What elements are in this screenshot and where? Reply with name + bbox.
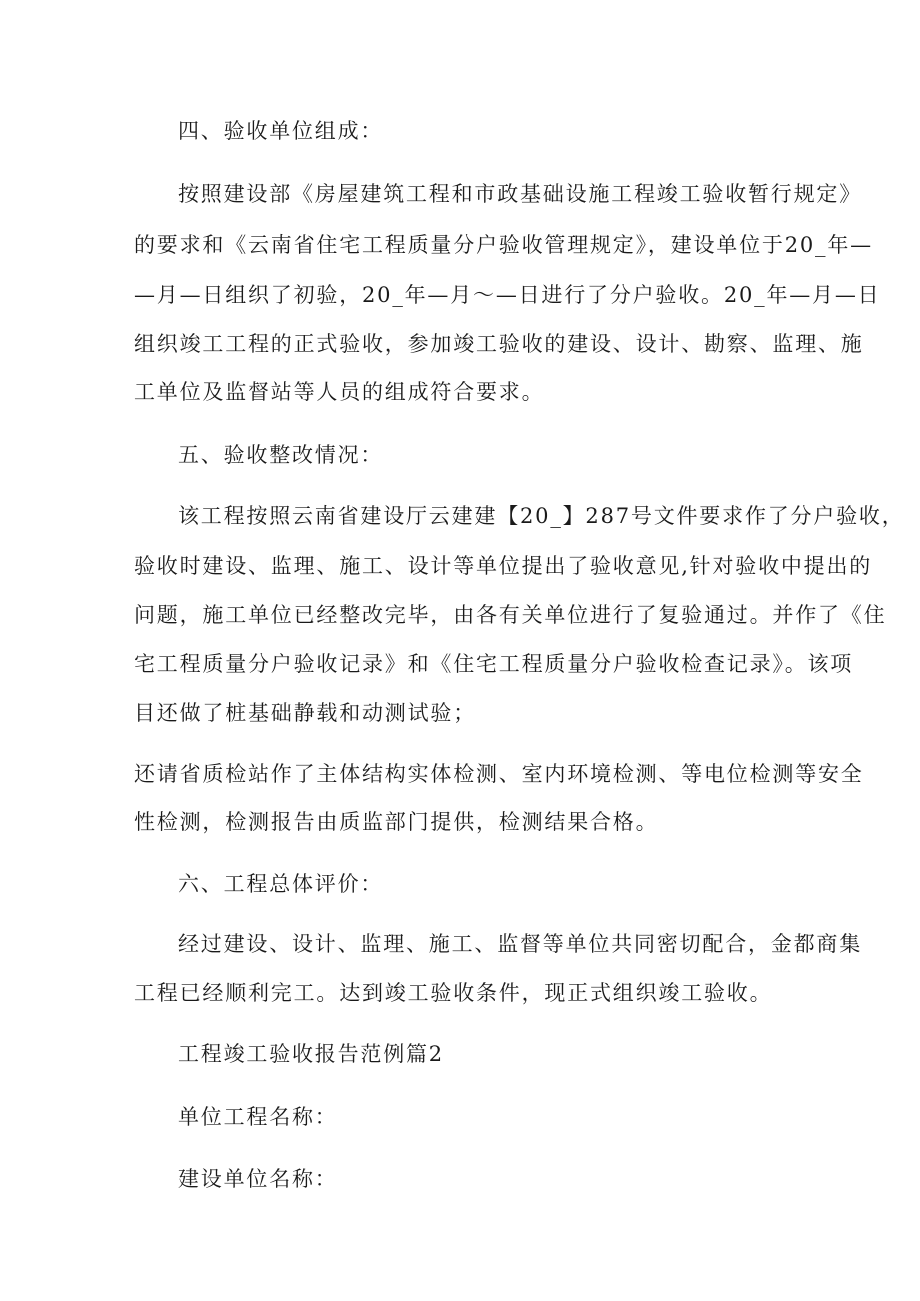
paragraph-line: 组织竣工工程的正式验收，参加竣工验收的建设、设计、勘察、监理、施 bbox=[134, 332, 864, 356]
paragraph-line: 工单位及监督站等人员的组成符合要求。 bbox=[134, 380, 545, 404]
paragraph-line: —月—日组织了初验，20_年—月～—日进行了分户验收。20_年—月—日 bbox=[134, 283, 881, 307]
paragraph-line: 问题，施工单位已经整改完毕，由各有关单位进行了复验通过。并作了《住 bbox=[134, 603, 887, 627]
paragraph-line: 该工程按照云南省建设厅云建建【20_】287号文件要求作了分户验收， bbox=[178, 504, 905, 528]
field-label-owner-name: 建设单位名称： bbox=[178, 1167, 338, 1191]
section-heading-5: 五、验收整改情况： bbox=[178, 443, 384, 467]
paragraph-line: 工程已经顺利完工。达到竣工验收条件，现正式组织竣工验收。 bbox=[134, 981, 773, 1005]
section-heading-6: 六、工程总体评价： bbox=[178, 872, 384, 896]
field-label-project-name: 单位工程名称： bbox=[178, 1105, 338, 1129]
paragraph-line: 性检测，检测报告由质监部门提供，检测结果合格。 bbox=[134, 810, 659, 834]
paragraph-line: 按照建设部《房屋建筑工程和市政基础设施工程竣工验收暂行规定》 bbox=[178, 182, 862, 206]
paragraph-line: 目还做了桩基础静载和动测试验； bbox=[134, 701, 476, 725]
section-title: 工程竣工验收报告范例篇2 bbox=[178, 1042, 444, 1066]
paragraph-line: 宅工程质量分户验收记录》和《住宅工程质量分户验收检查记录》。该项 bbox=[134, 652, 854, 676]
paragraph-line: 还请省质检站作了主体结构实体检测、室内环境检测、等电位检测等安全 bbox=[134, 762, 864, 786]
paragraph-line: 的要求和《云南省住宅工程质量分户验收管理规定》，建设单位于20_年— bbox=[134, 233, 873, 257]
paragraph-line: 经过建设、设计、监理、施工、监督等单位共同密切配合，金都商集 bbox=[178, 932, 862, 956]
paragraph-line: 验收时建设、监理、施工、设计等单位提出了验收意见,针对验收中提出的 bbox=[134, 554, 873, 578]
section-heading-4: 四、验收单位组成： bbox=[178, 119, 384, 143]
